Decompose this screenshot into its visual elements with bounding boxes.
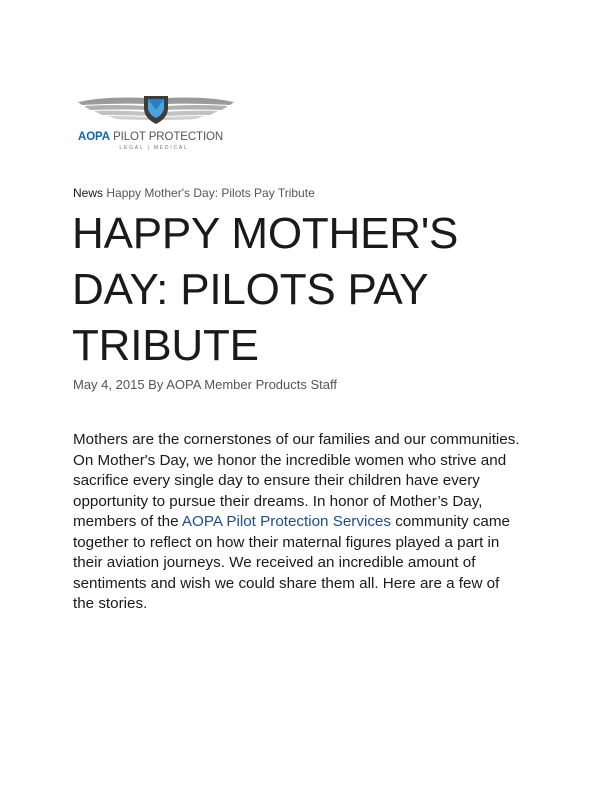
wings-shield-icon — [76, 92, 236, 128]
article-title: HAPPY MOTHER'S DAY: PILOTS PAY TRIBUTE — [72, 209, 459, 370]
article-body — [73, 430, 523, 615]
article-meta: May 4, 2015 By AOPA Member Products Staff — [73, 377, 337, 392]
breadcrumb-news-link[interactable]: News — [73, 186, 104, 200]
article-body-continued: community came together to reflect on how their maternal figures played a part in their aviation journeys. We received an incredible amount of sentiments and wish we could share them all. Here are a few of the stories. — [73, 513, 510, 612]
breadcrumb-current: Happy Mother's Day: Pilots Pay Tribute — [106, 186, 315, 200]
breadcrumb — [73, 186, 315, 201]
logo-brand-pilot-protection: PILOT PROTECTION — [113, 131, 224, 143]
aopa-pilot-protection-logo[interactable] — [76, 92, 236, 160]
aopa-pilot-protection-services-link[interactable]: AOPA Pilot Protection Services — [181, 513, 391, 530]
logo-brand-aopa: AOPA — [78, 131, 110, 143]
article-body-intro: Mothers are the cornerstones of our families and our communities. On Mother's Day, we honor the incredible women who strive and sacrifice every single day to ensure their children have every opportunity to pursue their dreams. In honor of Mother’s Day, members of the — [73, 431, 520, 530]
logo-wordmark — [78, 130, 238, 144]
logo-tagline: LEGAL | MEDICAL — [119, 145, 189, 151]
